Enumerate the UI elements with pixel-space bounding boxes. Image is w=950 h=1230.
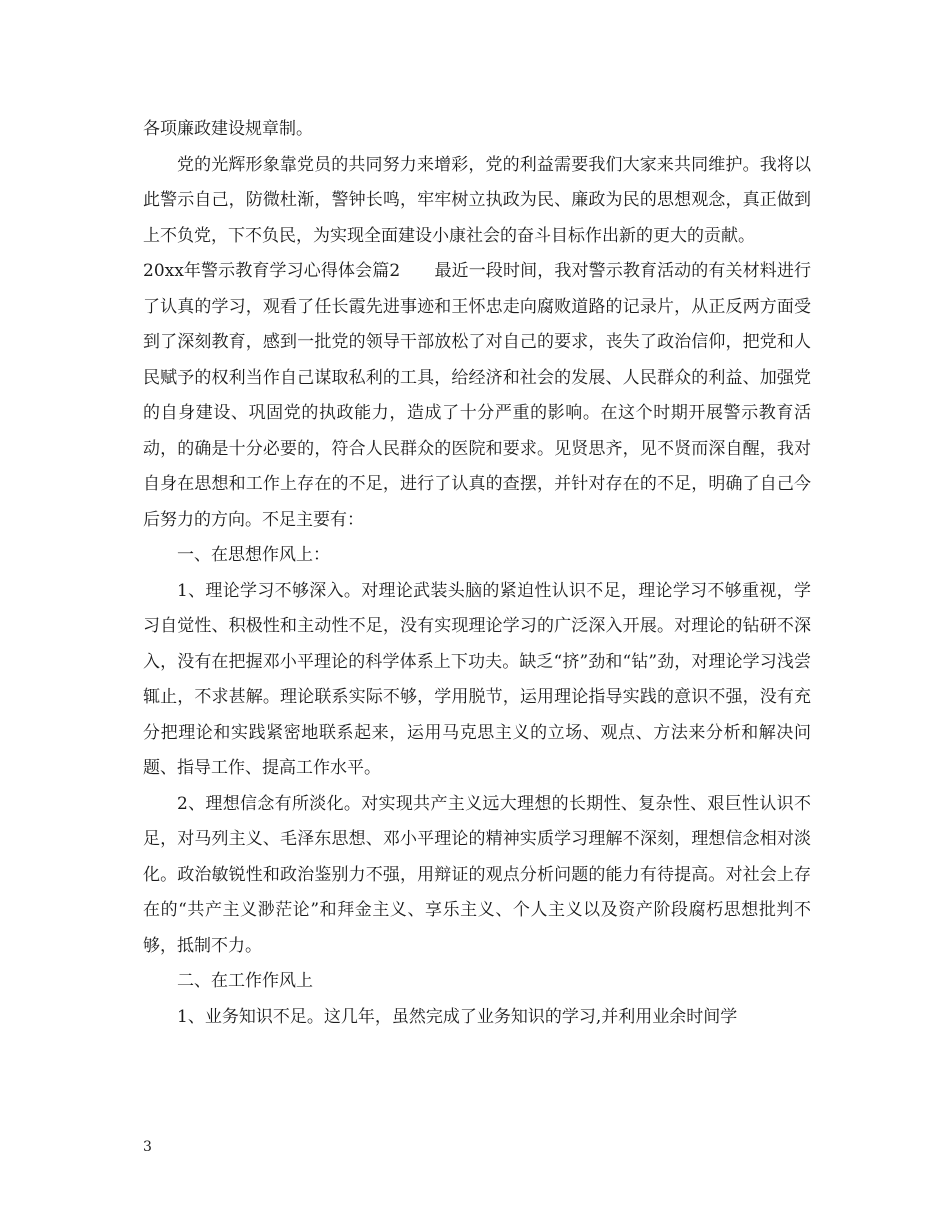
paragraph-1: 各项廉政建设规章制。 — [143, 119, 313, 139]
paragraph-2: 党的光辉形象靠党员的共同努力来增彩，党的利益需要我们大家来共同维护。我将以此警示自己，防微杜渐，警钟长鸣，牢牢树立执政为民、廉政为民的思想观念，真正做到上不负党，下不负民，为实现全面建设小康社会的奋斗目标作出新的更大的贡献。 — [143, 154, 811, 246]
paragraph-business-knowledge: 1、业务知识不足。这几年，虽然完成了业务知识的学习,并利用业余时间学 — [177, 1006, 738, 1027]
section-heading-work: 二、在工作作风上 — [177, 971, 313, 991]
section-heading-thought: 一、在思想作风上： — [177, 545, 330, 565]
document-body — [143, 112, 811, 1035]
paragraph-3: 20xx年警示教育学习心得体会篇2 最近一段时间，我对警示教育活动的有关材料进行了认真的学习，观看了任长霞先进事迹和王怀忠走向腐败道路的记录片，从正反两方面受到了深刻教育，感到一批党的领导干部放松了对自己的要求，丧失了政治信仰，把党和人民赋予的权利当作自己谋取私利的工具，给经济和社会的发展、人民群众的利益、加强党的自身建设、巩固党的执政能力，造成了十分严重的影响。在这个时期开展警示教育活动，的确是十分必要的，符合人民群众的医院和要求。见贤思齐，见不贤而深自醒，我对自身在思想和工作上存在的不足，进行了认真的查摆，并针对存在的不足，明确了自己今后努力的方向。不足主要有： — [143, 261, 811, 530]
paragraph-ideals: 2、理想信念有所淡化。对实现共产主义远大理想的长期性、复杂性、艰巨性认识不足，对马列主义、毛泽东思想、邓小平理论的精神实质学习理解不深刻，理想信念相对淡化。政治敏锐性和政治鉴别力不强，用辩证的观点分析问题的能力有待提高。对社会上存在的“共产主义渺茫论”和拜金主义、享乐主义、个人主义以及资产阶段腐朽思想批判不够，抵制不力。 — [143, 793, 811, 956]
paragraph-theory-study: 1、理论学习不够深入。对理论武装头脑的紧迫性认识不足，理论学习不够重视，学习自觉性、积极性和主动性不足，没有实现理论学习的广泛深入开展。对理论的钻研不深入，没有在把握邓小平理论的科学体系上下功夫。缺乏“挤”劲和“钻”劲，对理论学习浅尝辄止，不求甚解。理论联系实际不够，学用脱节，运用理论指导实践的意识不强，没有充分把理论和实践紧密地联系起来，运用马克思主义的立场、观点、方法来分析和解决问题、指导工作、提高工作水平。 — [143, 580, 811, 778]
page-number: 3 — [143, 1139, 152, 1155]
